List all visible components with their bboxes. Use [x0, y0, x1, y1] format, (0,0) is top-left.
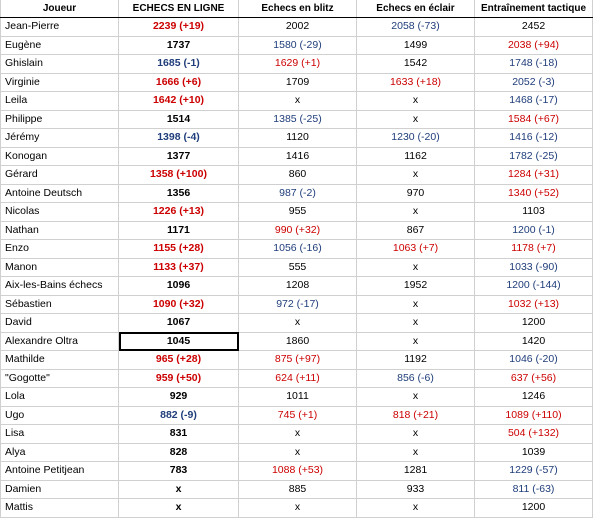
rating-cell-online[interactable]: x: [119, 499, 239, 518]
player-name-cell[interactable]: Virginie: [1, 73, 119, 92]
rating-cell-tactics[interactable]: 1033 (-90): [475, 258, 593, 277]
rating-cell-eclair[interactable]: 1499: [357, 36, 475, 55]
rating-cell-online[interactable]: 882 (-9): [119, 406, 239, 425]
rating-cell-eclair[interactable]: x: [357, 295, 475, 314]
rating-cell-online[interactable]: 1666 (+6): [119, 73, 239, 92]
rating-cell-blitz[interactable]: 1629 (+1): [239, 55, 357, 74]
table-row: [1, 36, 593, 55]
rating-cell-tactics[interactable]: 2052 (-3): [475, 73, 593, 92]
rating-cell-online[interactable]: 1514: [119, 110, 239, 129]
rating-cell-tactics[interactable]: 1782 (-25): [475, 147, 593, 166]
rating-cell-eclair[interactable]: x: [357, 258, 475, 277]
rating-cell-online[interactable]: 1226 (+13): [119, 203, 239, 222]
rating-cell-eclair[interactable]: 1192: [357, 351, 475, 370]
rating-cell-tactics[interactable]: 1046 (-20): [475, 351, 593, 370]
rating-cell-blitz[interactable]: x: [239, 425, 357, 444]
table-row: [1, 18, 593, 37]
rating-cell-blitz[interactable]: 1580 (-29): [239, 36, 357, 55]
player-name-cell[interactable]: Nicolas: [1, 203, 119, 222]
rating-cell-eclair[interactable]: 2058 (-73): [357, 18, 475, 37]
rating-cell-blitz[interactable]: 1088 (+53): [239, 462, 357, 481]
rating-cell-eclair[interactable]: 1162: [357, 147, 475, 166]
player-name-cell[interactable]: Philippe: [1, 110, 119, 129]
table-row: [1, 443, 593, 462]
rating-cell-eclair[interactable]: x: [357, 425, 475, 444]
header-player[interactable]: Joueur: [1, 0, 119, 18]
rating-cell-tactics[interactable]: 1420: [475, 332, 593, 351]
rating-cell-blitz[interactable]: x: [239, 499, 357, 518]
rating-cell-tactics[interactable]: 1200 (-144): [475, 277, 593, 296]
table-row: [1, 110, 593, 129]
rating-cell-online[interactable]: 828: [119, 443, 239, 462]
rating-cell-tactics[interactable]: 1340 (+52): [475, 184, 593, 203]
rating-cell-eclair[interactable]: x: [357, 110, 475, 129]
rating-cell-blitz[interactable]: x: [239, 314, 357, 333]
rating-cell-eclair[interactable]: 1281: [357, 462, 475, 481]
rating-cell-tactics[interactable]: 1284 (+31): [475, 166, 593, 185]
rating-cell-blitz[interactable]: 955: [239, 203, 357, 222]
rating-cell-tactics[interactable]: 1246: [475, 388, 593, 407]
rating-cell-online[interactable]: x: [119, 480, 239, 499]
table-row: [1, 351, 593, 370]
header-row: [1, 0, 593, 18]
player-name-cell[interactable]: Leila: [1, 92, 119, 111]
table-row: [1, 73, 593, 92]
rating-cell-tactics[interactable]: 2452: [475, 18, 593, 37]
table-row: [1, 277, 593, 296]
rating-cell-online[interactable]: 1685 (-1): [119, 55, 239, 74]
table-row: [1, 462, 593, 481]
table-row: [1, 221, 593, 240]
rating-cell-eclair[interactable]: 856 (-6): [357, 369, 475, 388]
rating-cell-eclair[interactable]: 1952: [357, 277, 475, 296]
rating-cell-blitz[interactable]: 624 (+11): [239, 369, 357, 388]
header-online[interactable]: ECHECS EN LIGNE: [119, 0, 239, 18]
table-row: [1, 314, 593, 333]
rating-cell-eclair[interactable]: 867: [357, 221, 475, 240]
rating-cell-blitz[interactable]: 1208: [239, 277, 357, 296]
rating-cell-online[interactable]: 965 (+28): [119, 351, 239, 370]
rating-cell-blitz[interactable]: 1011: [239, 388, 357, 407]
rating-cell-tactics[interactable]: 1039: [475, 443, 593, 462]
player-name-cell[interactable]: Aix-les-Bains échecs: [1, 277, 119, 296]
rating-cell-eclair[interactable]: 1633 (+18): [357, 73, 475, 92]
player-name-cell[interactable]: Alexandre Oltra: [1, 332, 119, 351]
table-row: [1, 92, 593, 111]
rating-cell-online[interactable]: 831: [119, 425, 239, 444]
rating-cell-eclair[interactable]: x: [357, 332, 475, 351]
table-row: [1, 203, 593, 222]
header-eclair[interactable]: Echecs en éclair: [357, 0, 475, 18]
rating-cell-eclair[interactable]: 1542: [357, 55, 475, 74]
player-name-cell[interactable]: Jérémy: [1, 129, 119, 148]
table-row: [1, 295, 593, 314]
rating-cell-blitz[interactable]: x: [239, 443, 357, 462]
rating-cell-eclair[interactable]: x: [357, 314, 475, 333]
rating-cell-tactics[interactable]: 811 (-63): [475, 480, 593, 499]
table-row: [1, 184, 593, 203]
rating-cell-online[interactable]: 1067: [119, 314, 239, 333]
rating-cell-blitz[interactable]: 745 (+1): [239, 406, 357, 425]
rating-cell-eclair[interactable]: x: [357, 166, 475, 185]
player-name-cell[interactable]: Alya: [1, 443, 119, 462]
table-row: [1, 388, 593, 407]
player-name-cell[interactable]: Mathilde: [1, 351, 119, 370]
player-name-cell[interactable]: Ugo: [1, 406, 119, 425]
rating-cell-online[interactable]: 1642 (+10): [119, 92, 239, 111]
player-name-cell[interactable]: Jean-Pierre: [1, 18, 119, 37]
rating-cell-eclair[interactable]: 818 (+21): [357, 406, 475, 425]
rating-cell-online[interactable]: 1356: [119, 184, 239, 203]
table-body: [1, 18, 593, 518]
player-name-cell[interactable]: David: [1, 314, 119, 333]
rating-cell-blitz[interactable]: 875 (+97): [239, 351, 357, 370]
rating-cell-tactics[interactable]: 1416 (-12): [475, 129, 593, 148]
rating-cell-eclair[interactable]: x: [357, 499, 475, 518]
rating-cell-online[interactable]: 1096: [119, 277, 239, 296]
header-tactics[interactable]: Entraînement tactique: [475, 0, 593, 18]
rating-cell-blitz[interactable]: 860: [239, 166, 357, 185]
rating-cell-tactics[interactable]: 1229 (-57): [475, 462, 593, 481]
player-name-cell[interactable]: Konogan: [1, 147, 119, 166]
table-row: [1, 406, 593, 425]
rating-cell-blitz[interactable]: 1860: [239, 332, 357, 351]
player-name-cell[interactable]: Enzo: [1, 240, 119, 259]
rating-cell-tactics[interactable]: 1584 (+67): [475, 110, 593, 129]
rating-cell-eclair[interactable]: 1063 (+7): [357, 240, 475, 259]
table-row: [1, 425, 593, 444]
rating-cell-eclair[interactable]: 1230 (-20): [357, 129, 475, 148]
player-name-cell[interactable]: Antoine Petitjean: [1, 462, 119, 481]
player-name-cell[interactable]: Lisa: [1, 425, 119, 444]
player-name-cell[interactable]: Sébastien: [1, 295, 119, 314]
player-name-cell[interactable]: Antoine Deutsch: [1, 184, 119, 203]
player-name-cell[interactable]: Lola: [1, 388, 119, 407]
player-name-cell[interactable]: Nathan: [1, 221, 119, 240]
rating-cell-tactics[interactable]: 504 (+132): [475, 425, 593, 444]
rating-cell-blitz[interactable]: 555: [239, 258, 357, 277]
rating-cell-blitz[interactable]: 1385 (-25): [239, 110, 357, 129]
rating-cell-online[interactable]: 1090 (+32): [119, 295, 239, 314]
table-row: [1, 480, 593, 499]
table-row: [1, 258, 593, 277]
rating-cell-online[interactable]: 1377: [119, 147, 239, 166]
header-blitz[interactable]: Echecs en blitz: [239, 0, 357, 18]
rating-cell-online[interactable]: 929: [119, 388, 239, 407]
rating-cell-blitz[interactable]: 972 (-17): [239, 295, 357, 314]
rating-cell-eclair[interactable]: 933: [357, 480, 475, 499]
player-name-cell[interactable]: Gérard: [1, 166, 119, 185]
rating-cell-online[interactable]: 1358 (+100): [119, 166, 239, 185]
table-row: [1, 240, 593, 259]
rating-cell-eclair[interactable]: 970: [357, 184, 475, 203]
rating-cell-tactics[interactable]: 1200: [475, 499, 593, 518]
rating-cell-online[interactable]: 1155 (+28): [119, 240, 239, 259]
player-name-cell[interactable]: Mattis: [1, 499, 119, 518]
rating-cell-eclair[interactable]: x: [357, 92, 475, 111]
rating-cell-blitz[interactable]: 987 (-2): [239, 184, 357, 203]
rating-cell-tactics[interactable]: 1200 (-1): [475, 221, 593, 240]
rating-cell-tactics[interactable]: 1032 (+13): [475, 295, 593, 314]
rating-cell-tactics[interactable]: 1178 (+7): [475, 240, 593, 259]
rating-cell-blitz[interactable]: 1416: [239, 147, 357, 166]
table-row: [1, 147, 593, 166]
table-row: [1, 55, 593, 74]
rating-cell-tactics[interactable]: 1103: [475, 203, 593, 222]
rating-cell-blitz[interactable]: x: [239, 92, 357, 111]
player-name-cell[interactable]: Manon: [1, 258, 119, 277]
rating-cell-tactics[interactable]: 637 (+56): [475, 369, 593, 388]
table-row: [1, 332, 593, 351]
rating-cell-tactics[interactable]: 2038 (+94): [475, 36, 593, 55]
rating-cell-eclair[interactable]: x: [357, 443, 475, 462]
rating-cell-online[interactable]: 783: [119, 462, 239, 481]
rating-cell-online[interactable]: 1737: [119, 36, 239, 55]
rating-cell-blitz[interactable]: 885: [239, 480, 357, 499]
player-name-cell[interactable]: Damien: [1, 480, 119, 499]
rating-cell-online[interactable]: 1045: [119, 332, 239, 351]
table-row: [1, 369, 593, 388]
rating-cell-online[interactable]: 1398 (-4): [119, 129, 239, 148]
rating-cell-online[interactable]: 1171: [119, 221, 239, 240]
rating-cell-blitz[interactable]: 1120: [239, 129, 357, 148]
rating-cell-tactics[interactable]: 1089 (+110): [475, 406, 593, 425]
rating-cell-online[interactable]: 2239 (+19): [119, 18, 239, 37]
rating-cell-online[interactable]: 959 (+50): [119, 369, 239, 388]
rating-cell-tactics[interactable]: 1468 (-17): [475, 92, 593, 111]
rating-cell-blitz[interactable]: 1056 (-16): [239, 240, 357, 259]
player-name-cell[interactable]: "Gogotte": [1, 369, 119, 388]
table-row: [1, 166, 593, 185]
rating-cell-online[interactable]: 1133 (+37): [119, 258, 239, 277]
table-header: [1, 0, 593, 18]
rating-cell-blitz[interactable]: 1709: [239, 73, 357, 92]
table-row: [1, 129, 593, 148]
player-name-cell[interactable]: Eugène: [1, 36, 119, 55]
rating-cell-blitz[interactable]: 2002: [239, 18, 357, 37]
player-name-cell[interactable]: Ghislain: [1, 55, 119, 74]
rating-cell-eclair[interactable]: x: [357, 388, 475, 407]
rating-cell-eclair[interactable]: x: [357, 203, 475, 222]
rating-cell-blitz[interactable]: 990 (+32): [239, 221, 357, 240]
rating-cell-tactics[interactable]: 1200: [475, 314, 593, 333]
rating-cell-tactics[interactable]: 1748 (-18): [475, 55, 593, 74]
